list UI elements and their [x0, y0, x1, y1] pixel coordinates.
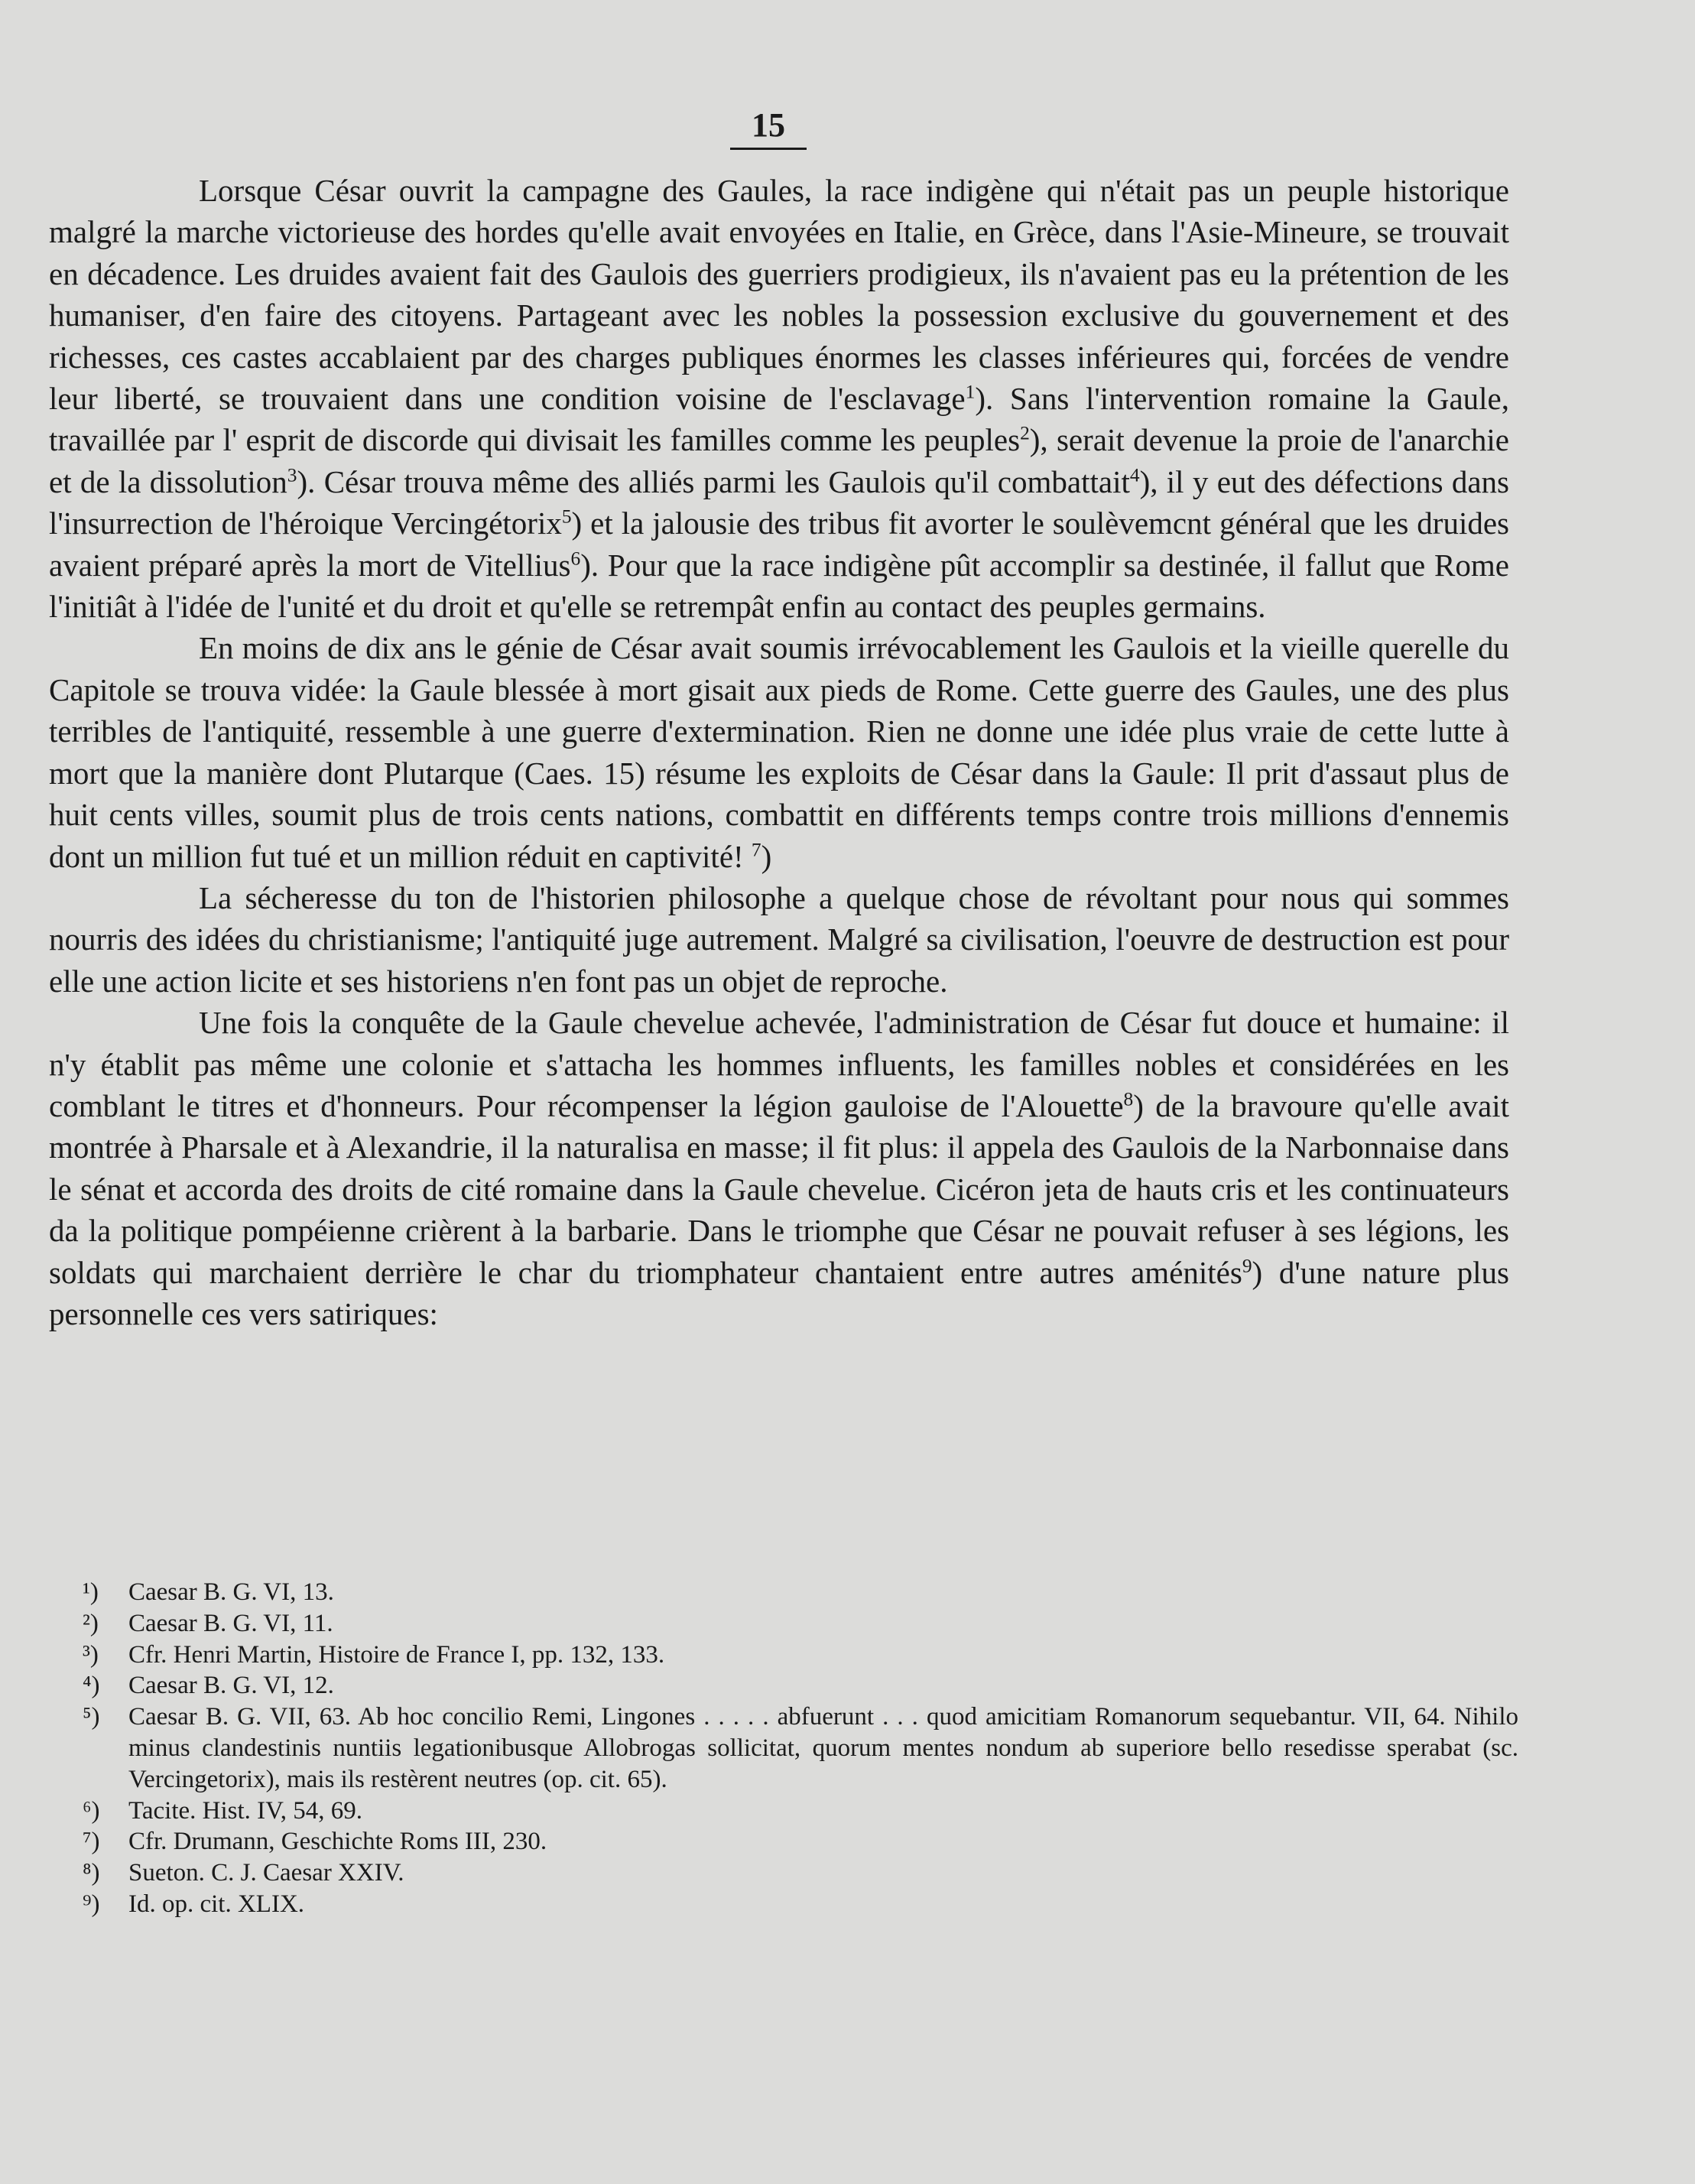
- paragraph-4: [49, 1002, 1509, 1334]
- footnote-ref: 8: [1123, 1088, 1134, 1110]
- text-run: ) d'une nature plus personnelle ces vers satiriques:: [49, 1254, 1509, 1331]
- body-text: [49, 170, 1509, 1334]
- page-number: 15: [730, 106, 807, 150]
- footnote-mark: ⁷): [83, 1828, 100, 1856]
- footnote: [83, 1889, 1518, 1920]
- text-run: En moins de dix ans le génie de César avait soumis irrévocablement les Gaulois et la vieille querelle du Capitole se trouva vidée: la Gaule blessée à mort gisait aux pieds de Rome. Cette guerre des Gaules, une des plus terribles de l'antiquité, ressemble à une guerre d'extermination. Rien ne donne une idée plus vraie de cette lutte à mort que la manière dont Plutarque (Caes. 15) résume les exploits de César dans la Gaule: Il prit d'assaut plus de huit cents villes, soumit plus de trois cents nations, combattit en différents temps contre trois millions d'ennemis dont un million fut tué et un million réduit en captivité!: [49, 630, 1509, 874]
- footnote: [83, 1577, 1518, 1608]
- text-run: ). Pour que la race indigène pût accomplir sa destinée, il fallut que Rome l'initiât à l'idée de l'unité et du droit et qu'elle se retrempât enfin au contact des peuples germains.: [49, 547, 1509, 625]
- footnote-mark: ¹): [83, 1578, 99, 1606]
- footnote-mark: ⁸): [83, 1859, 100, 1887]
- paragraph-2: [49, 627, 1509, 876]
- paragraph-3: [49, 877, 1509, 1002]
- text-run: La sécheresse du ton de l'historien philosophe a quelque chose de révoltant pour nous qui sommes nourris des idées du christianisme; l'antiquité juge autrement. Malgré sa civilisation, l'oeuvre de destruction est pour elle une action licite et ses historiens n'en font pas un objet de reproche.: [49, 879, 1509, 999]
- footnote-text: Caesar B. G. VI, 11.: [128, 1609, 333, 1637]
- footnote-mark: ⁶): [83, 1796, 100, 1825]
- footnote-ref: 3: [287, 464, 297, 486]
- paragraph-1: [49, 170, 1509, 627]
- footnote-text: Caesar B. G. VI, 12.: [128, 1672, 334, 1700]
- footnote-text: Id. op. cit. XLIX.: [128, 1890, 305, 1918]
- footnote: [83, 1826, 1518, 1857]
- footnote-ref: 7: [751, 838, 761, 860]
- footnote-mark: ⁴): [83, 1672, 100, 1700]
- text-run: ) et la jalousie des tribus fit avorter le soulèvemcnt général que les druides avaient préparé après la mort de Vitellius: [49, 505, 1509, 583]
- text-run: Lorsque César ouvrit la campagne des Gaules, la race indigène qui n'était pas un peuple historique malgré la marche victorieuse des hordes qu'elle avait envoyées en Italie, en Grèce, dans l'Asie-Mineure, se trouvait en décadence. Les druides avaient fait des Gaulois des guerriers prodigieux, ils n'avaient pas eu la prétention de les humaniser, d'en faire des citoyens. Partageant avec les nobles la possession exclusive du gouvernement et des richesses, ces castes accablaient par des charges publiques énormes les classes inférieures qui, forcées de vendre leur liberté, se trouvaient dans une condition voisine de l'esclavage: [49, 173, 1509, 417]
- footnote: [83, 1640, 1518, 1671]
- footnote-text: Caesar B. G. VII, 63. Ab hoc concilio Remi, Lingones . . . . . abfuerunt . . . quod amicitiam Romanorum sequebantur. VII, 64. Nihilo minus clandestinis nuntiis legationibusque Allobrogas sollicitat, quorum mentes nondum ab superiore bello resedisse sperabat (sc. Vercingetorix), mais ils restèrent neutres (op. cit. 65).: [128, 1703, 1518, 1793]
- footnote-text: Caesar B. G. VI, 13.: [128, 1578, 334, 1606]
- footnote-mark: ⁹): [83, 1890, 100, 1918]
- footnote-text: Cfr. Drumann, Geschichte Roms III, 230.: [128, 1828, 547, 1856]
- footnote-mark: ⁵): [83, 1703, 100, 1731]
- text-run: ). César trouva même des alliés parmi les Gaulois qu'il combattait: [297, 463, 1130, 499]
- footnote-ref: 9: [1242, 1254, 1252, 1276]
- footnote: [83, 1670, 1518, 1701]
- footnote-ref: 4: [1129, 464, 1140, 486]
- footnote: [83, 1796, 1518, 1827]
- footnote-mark: ²): [83, 1609, 99, 1637]
- footnote: [83, 1857, 1518, 1889]
- text-run: ) de la bravoure qu'elle avait montrée à Pharsale et à Alexandrie, il la naturalisa en masse; il fit plus: il appela des Gaulois de la Narbonnaise dans le sénat et accorda des droits de cité romaine dans la Gaule chevelue. Cicéron jeta de hauts cris et les continuateurs da la politique pompéienne crièrent à la barbarie. Dans le triomphe que César ne pouvait refuser à ses légions, les soldats qui marchaient derrière le char du triomphateur chantaient entre autres aménités: [49, 1087, 1509, 1290]
- footnote-ref: 2: [1020, 422, 1030, 444]
- footnote-ref: 1: [965, 381, 976, 403]
- text-run: Une fois la conquête de la Gaule chevelue achevée, l'administration de César fut douce et humaine: il n'y établit pas même une colonie et s'attacha les hommes influents, les familles nobles et considérées en les comblant le titres et d'honneurs. Pour récompenser la légion gauloise de l'Alouette: [49, 1005, 1509, 1123]
- footnote: [83, 1701, 1518, 1795]
- footnote-text: Cfr. Henri Martin, Histoire de France I, pp. 132, 133.: [128, 1640, 665, 1669]
- text-run: ). Sans l'intervention romaine la Gaule, travaillée par l' esprit de discorde qui divisait les familles comme les peuples: [49, 381, 1509, 458]
- footnote: [83, 1608, 1518, 1640]
- footnote-mark: ³): [83, 1640, 99, 1669]
- footnote-text: Tacite. Hist. IV, 54, 69.: [128, 1796, 362, 1825]
- text-run: ), il y eut des défections dans l'insurrection de l'héroique Vercingétorix: [49, 463, 1509, 541]
- footnote-text: Sueton. C. J. Caesar XXIV.: [128, 1859, 404, 1887]
- footnotes: [83, 1577, 1518, 1920]
- footnote-ref: 5: [561, 505, 572, 528]
- footnote-ref: 6: [570, 548, 581, 569]
- text-run: ), serait devenue la proie de l'anarchie et de la dissolution: [49, 422, 1509, 499]
- text-run: ): [761, 838, 772, 874]
